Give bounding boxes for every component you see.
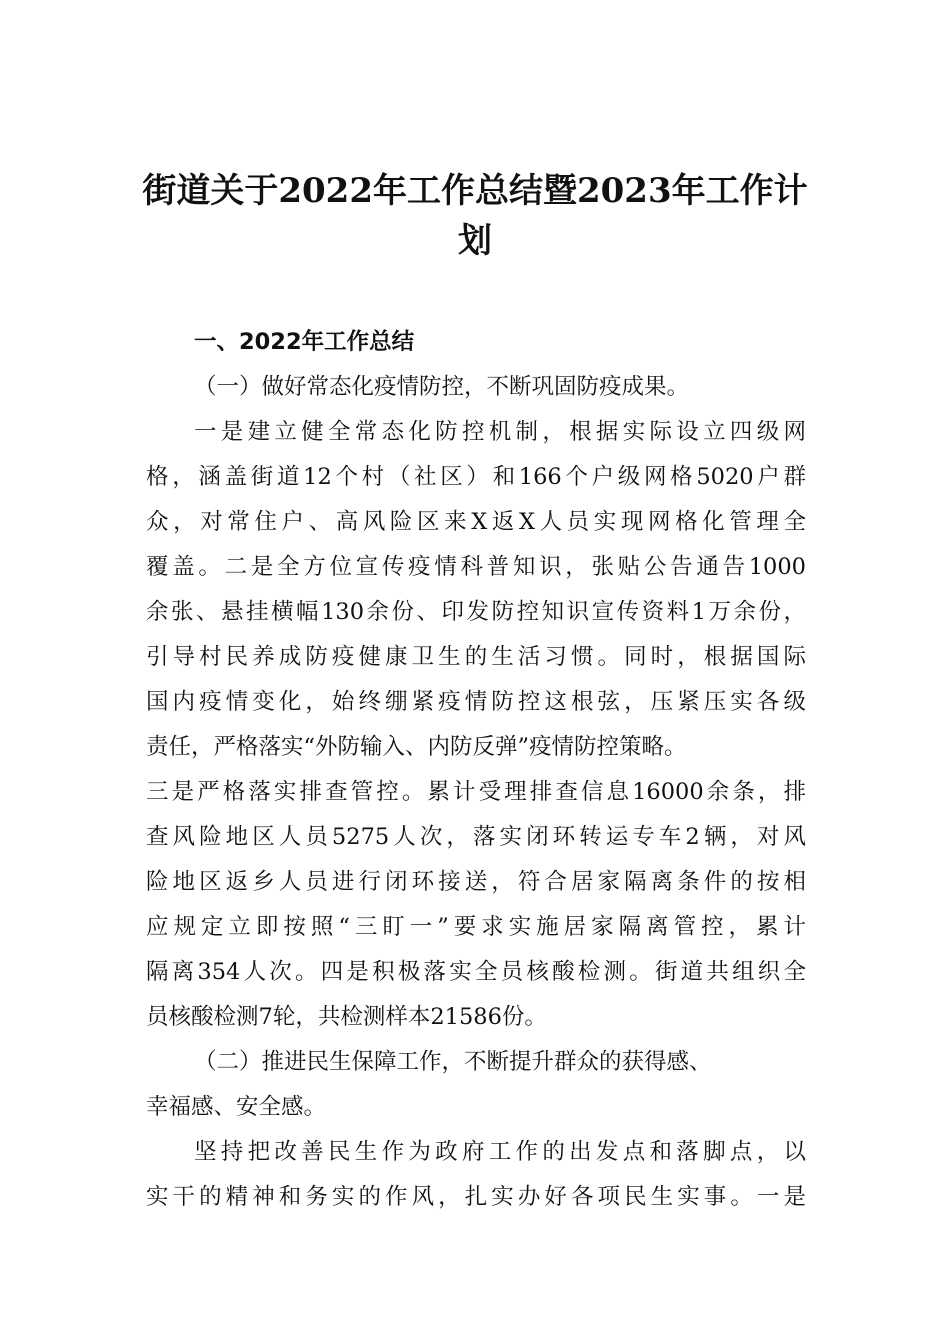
text-line: 员核酸检测7轮，共检测样本21586份。 [146,1004,547,1030]
text-line: 一是建立健全常态化防控机制，根据实际设立四级网 [194,419,806,445]
text-line: 查风险地区人员5275人次，落实闭环转运专车2辆，对风 [146,824,806,850]
text-line: 隔离354人次。四是积极落实全员核酸检测。街道共组织全 [146,959,806,985]
subsection-heading: （一）做好常态化疫情防控，不断巩固防疫成果。 [194,374,690,400]
title-line: 街道关于2022年工作总结暨2023年工作计 [142,171,808,211]
text-line: 坚持把改善民生作为政府工作的出发点和落脚点，以 [194,1139,806,1165]
title-line: 划 [458,221,492,261]
text-line: 三是严格落实排查管控。累计受理排查信息16000余条，排 [146,779,806,805]
text-line: 责任，严格落实“外防输入、内防反弹”疫情防控策略。 [146,734,687,760]
text-line: 格，涵盖街道12个村（社区）和166个户级网格5020户群 [146,464,806,490]
text-line: 应规定立即按照“三盯一”要求实施居家隔离管控，累计 [146,914,806,940]
text-line: （二）推进民生保障工作，不断提升群众的获得感、 [194,1049,712,1075]
text-line: 覆盖。二是全方位宣传疫情科普知识，张贴公告通告1000 [146,554,806,580]
text-line: 引导村民养成防疫健康卫生的生活习惯。同时，根据国际 [146,644,806,670]
text-line: 余张、悬挂横幅130余份、印发防控知识宣传资料1万余份， [146,599,806,625]
text-line: 众，对常住户、高风险区来X返X人员实现网格化管理全 [146,509,806,535]
text-line: 幸福感、安全感。 [146,1094,327,1120]
text-line: 国内疫情变化，始终绷紧疫情防控这根弦，压紧压实各级 [146,689,806,715]
text-line: 实干的精神和务实的作风，扎实办好各项民生实事。一是 [146,1184,806,1210]
text-line: 险地区返乡人员进行闭环接送，符合居家隔离条件的按相 [146,869,806,895]
section-heading: 一、2022年工作总结 [194,329,415,355]
